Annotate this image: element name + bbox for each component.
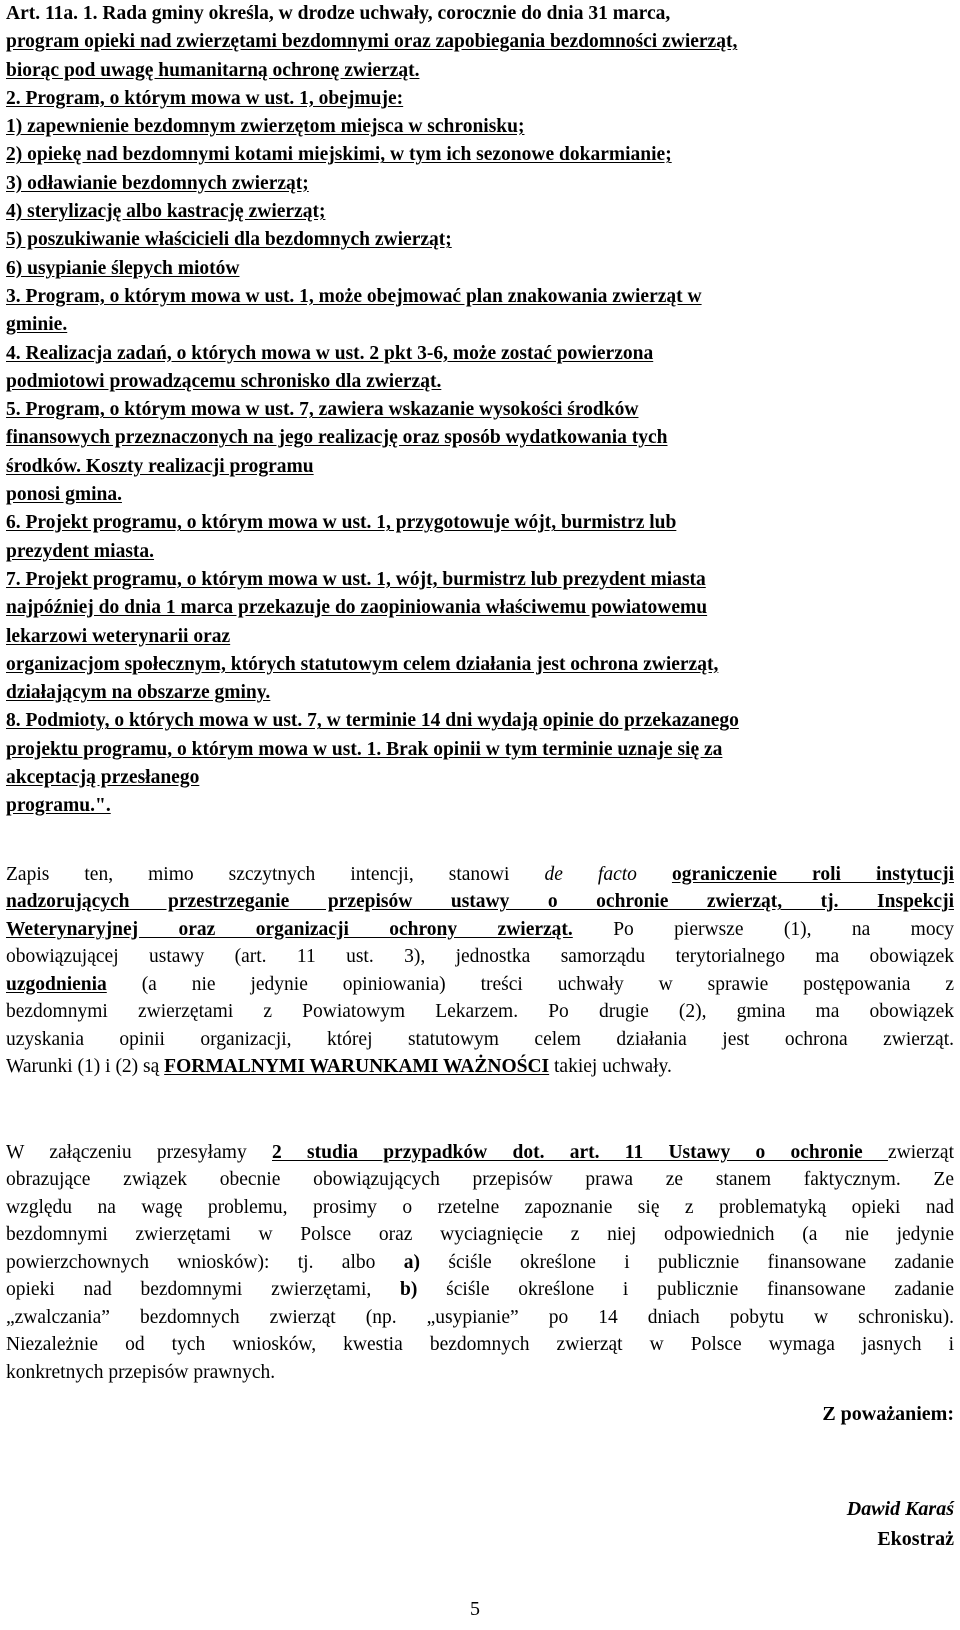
paragraph-line	[6, 916, 954, 944]
text: opieki nad bezdomnymi zwierzętami,	[6, 1279, 401, 1301]
text-bold-underlined: 2 studia przypadków dot. art. 11 Ustawy o ochronie	[272, 1141, 888, 1163]
paragraph-line: uzyskania opinii organizacji, której statutowym celem działania jest ochrona zwierząt.	[6, 1028, 954, 1050]
paragraph-line: obowiązującej ustawy (art. 11 ust. 3), jednostka samorządu terytorialnego ma obowiązek	[6, 946, 954, 968]
law-line: Art. 11a. 1. Rada gminy określa, w drodze uchwały, corocznie do dnia 31 marca,	[6, 3, 671, 24]
paragraph-line: Niezależnie od tych wniosków, kwestia bezdomnych zwierząt w Polsce wymaga jasnych i	[6, 1334, 954, 1356]
law-line: lekarzowi weterynarii oraz	[6, 625, 231, 647]
text: (a nie jedynie opiniowania) treści uchwały w sprawie postępowania z	[106, 973, 954, 995]
law-line: podmiotowi prowadzącemu schronisko dla zwierząt.	[6, 370, 442, 392]
law-line: finansowych przeznaczonych na jego realizację oraz sposób wydatkowania tych	[6, 427, 668, 449]
law-line: 7. Projekt programu, o którym mowa w ust. 1, wójt, burmistrz lub prezydent miasta	[6, 568, 706, 590]
text-italic: de facto	[544, 863, 637, 885]
signer-name: Dawid Karaś	[846, 1498, 954, 1520]
page-number: 5	[470, 1598, 480, 1620]
text: zwierząt	[887, 1141, 955, 1163]
law-line: 4. Realizacja zadań, o których mowa w ust. 2 pkt 3-6, może zostać powierzona	[6, 342, 654, 364]
text: Zapis ten, mimo szczytnych intencji, stanowi	[6, 863, 545, 885]
law-line: programu.".	[6, 795, 111, 817]
law-line: organizacjom społecznym, których statutowym celem działania jest ochrona zwierząt,	[6, 653, 719, 675]
law-line: 5. Program, o którym mowa w ust. 7, zawiera wskazanie wysokości środków	[6, 399, 639, 421]
law-line: 2) opiekę nad bezdomnymi kotami miejskimi, w tym ich sezonowe dokarmianie;	[6, 144, 672, 166]
text-bold: b)	[400, 1279, 418, 1301]
paragraph-line: nadzorujących przestrzeganie przepisów ustawy o ochronie zwierząt, tj. Inspekcji	[6, 891, 954, 913]
text: powierzchownych wniosków): tj. albo	[6, 1251, 404, 1273]
signer-organization: Ekostraż	[877, 1528, 954, 1550]
law-line: 1) zapewnienie bezdomnym zwierzętom miejsca w schronisku;	[6, 116, 525, 138]
paragraph-line	[6, 861, 954, 889]
law-line: projektu programu, o którym mowa w ust. 1. Brak opinii w tym terminie uznaje się za	[6, 738, 723, 760]
law-line: najpóźniej do dnia 1 marca przekazuje do zaopiniowania właściwemu powiatowemu	[6, 597, 708, 619]
paragraph-line	[6, 1276, 954, 1304]
law-line: gminie.	[6, 314, 68, 336]
law-line: działającym na obszarze gminy.	[6, 682, 271, 704]
law-line: 4) sterylizację albo kastrację zwierząt;	[6, 201, 326, 223]
text-bold-underlined: FORMALNYMI WARUNKAMI WAŻNOŚCI	[164, 1056, 550, 1078]
attachment-paragraph	[6, 1139, 954, 1387]
paragraph-line	[6, 1249, 954, 1277]
paragraph-line: bezdomnymi zwierzętami w Polsce oraz wyciagnięcie z niej odpowiednich (a nie jedynie	[6, 1224, 954, 1246]
law-line: akceptacją przesłanego	[6, 767, 200, 789]
law-line: prezydent miasta.	[6, 540, 155, 562]
text	[637, 864, 672, 885]
law-line: 3. Program, o którym mowa w ust. 1, może obejmować plan znakowania zwierząt w	[6, 285, 702, 307]
law-line: ponosi gmina.	[6, 484, 122, 506]
law-line: 5) poszukiwanie właścicieli dla bezdomnych zwierząt;	[6, 229, 452, 251]
paragraph-line: „zwalczania” bezdomnych zwierząt (np. „usypianie” po 14 dniach pobytu w schronisku).	[6, 1306, 954, 1328]
text-bold-underlined: uzgodnienia	[6, 973, 107, 995]
paragraph-line: względu na wagę problemu, prosimy o rzetelne zapoznanie się z problematyką opieki nad	[6, 1196, 954, 1218]
closing-salutation: Z poważaniem:	[822, 1403, 954, 1425]
commentary-paragraph	[6, 861, 954, 1081]
law-line: 8. Podmioty, o których mowa w ust. 7, w terminie 14 dni wydają opinie do przekazanego	[6, 710, 739, 732]
text: Po pierwsze (1), na mocy	[572, 918, 954, 940]
paragraph-line: obrazujące związek obecnie obowiązujących przepisów prawa ze stanem faktycznym. Ze	[6, 1169, 954, 1191]
law-line: 6. Projekt programu, o którym mowa w ust. 1, przygotowuje wójt, burmistrz lub	[6, 512, 677, 534]
law-line: program opieki nad zwierzętami bezdomnymi oraz zapobiegania bezdomności zwierząt,	[6, 31, 738, 53]
paragraph-line: konkretnych przepisów prawnych.	[6, 1361, 276, 1383]
paragraph-line	[6, 971, 954, 999]
law-quote	[6, 0, 954, 821]
law-line: 2. Program, o którym mowa w ust. 1, obejmuje:	[6, 87, 404, 109]
law-line: 3) odławianie bezdomnych zwierząt;	[6, 172, 309, 194]
text: W załączeniu przesyłamy	[6, 1141, 272, 1163]
text-bold-underlined: Weterynaryjnej oraz organizacji ochrony zwierząt.	[6, 918, 573, 940]
document-page	[6, 0, 954, 1386]
text: takiej uchwały.	[549, 1056, 672, 1078]
paragraph-line: bezdomnymi zwierzętami z Powiatowym Lekarzem. Po drugie (2), gmina ma obowiązek	[6, 1001, 954, 1023]
law-line: środków. Koszty realizacji programu	[6, 455, 314, 477]
text-bold: a)	[403, 1251, 420, 1273]
text: ściśle określone i publicznie finansowane zadanie	[417, 1279, 954, 1301]
paragraph-line	[6, 1053, 954, 1081]
paragraph-line	[6, 1139, 954, 1167]
law-line: 6) usypianie ślepych miotów	[6, 257, 240, 279]
text: ściśle określone i publicznie finansowane zadanie	[420, 1251, 955, 1273]
law-line: biorąc pod uwagę humanitarną ochronę zwierząt.	[6, 59, 420, 81]
text-bold-underlined: ograniczenie roli instytucji	[671, 863, 954, 885]
text: Warunki (1) i (2) są	[6, 1056, 165, 1078]
